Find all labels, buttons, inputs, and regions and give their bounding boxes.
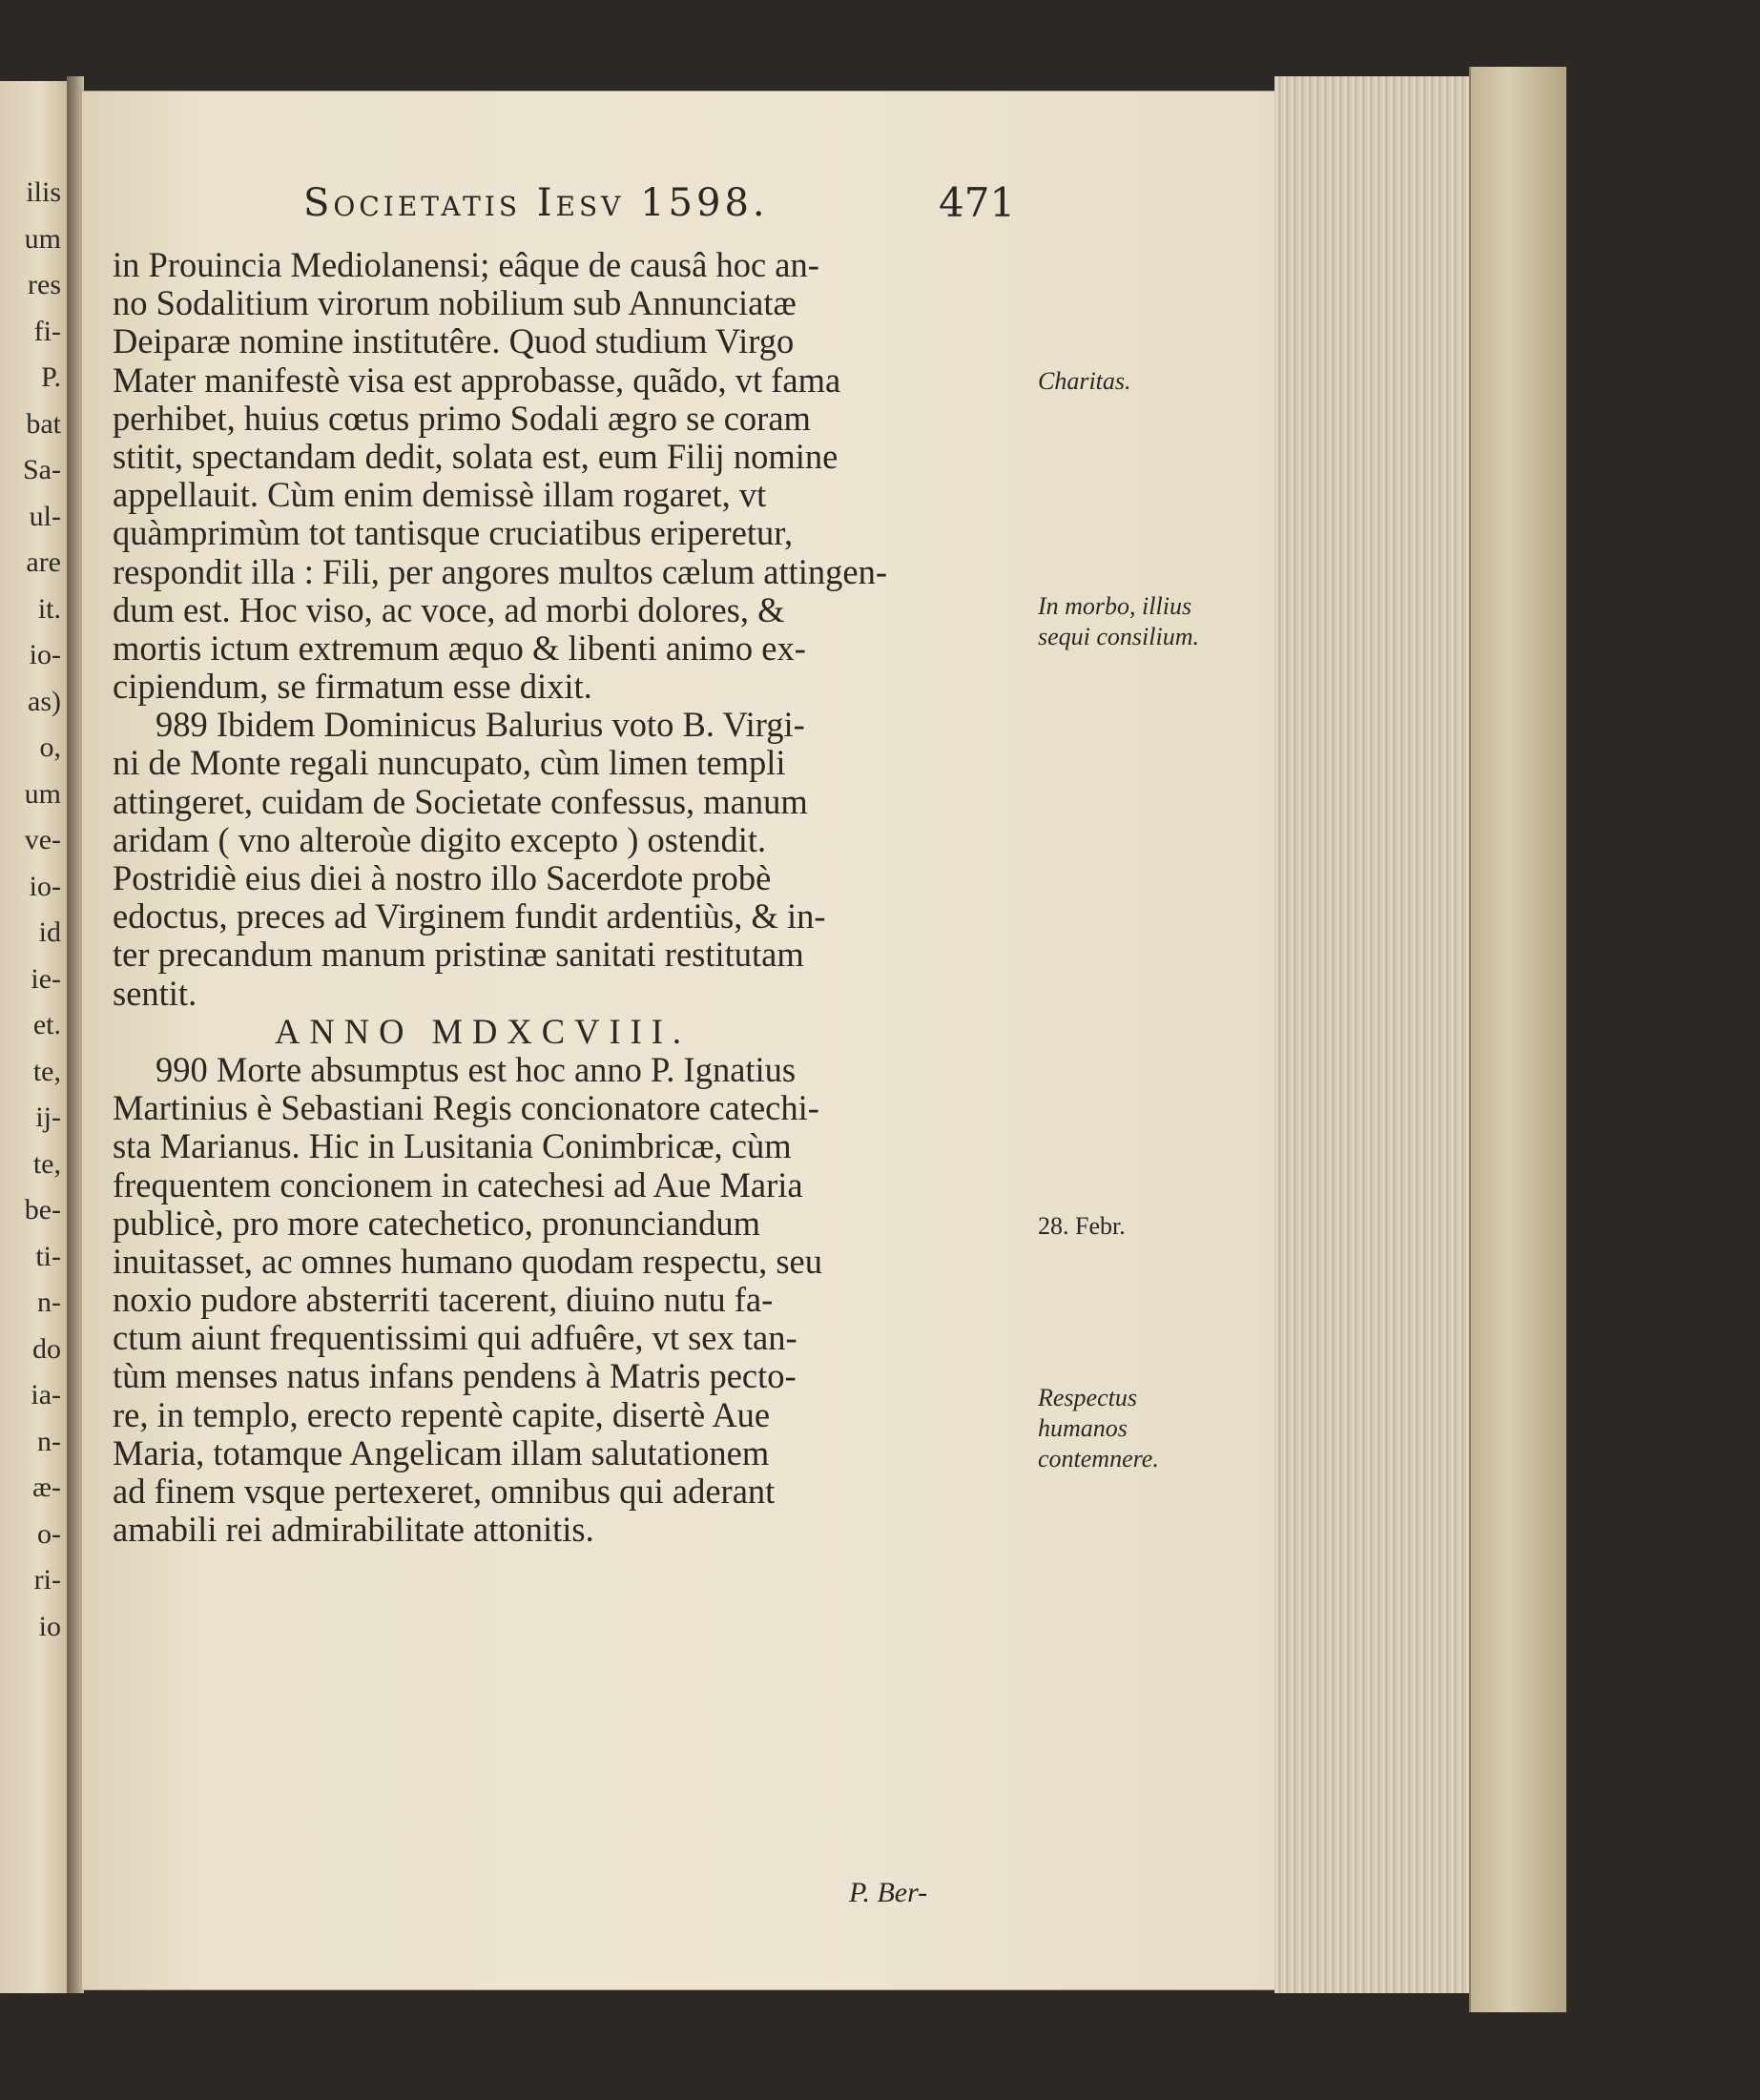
- text-line: ANNO MDXCVIII.: [275, 1012, 692, 1051]
- text-line: Mater manifestè visa est approbasse, quãdo, vt fama: [113, 360, 841, 400]
- text-line: perhibet, huius cœtus primo Sodali ægro se coram: [113, 399, 811, 438]
- text-line: publicè, pro more catechetico, pronunciandum: [113, 1204, 761, 1243]
- left-page-fragment: æ-: [32, 1472, 61, 1503]
- text-line: Maria, totamque Angelicam illam salutationem: [113, 1433, 770, 1472]
- main-text-block: [113, 246, 1028, 1549]
- text-line: tùm menses natus infans pendens à Matris pecto-: [113, 1357, 797, 1396]
- running-head: Societatis Iesv 1598.: [303, 181, 769, 225]
- left-page-fragment: ie-: [31, 962, 61, 995]
- left-page-fragment: be-: [24, 1194, 61, 1225]
- text-line: aridam ( vno alteroùe digito excepto ) ostendit.: [113, 820, 767, 859]
- text-line: 989 Ibidem Dominicus Balurius voto B. Virgi-: [155, 706, 805, 745]
- left-page-fragment: io: [38, 1610, 61, 1642]
- left-page-fragment: P.: [41, 361, 61, 393]
- left-page-fragment: ri-: [33, 1564, 61, 1596]
- margin-note-respectus: Respectus humanos contemnere.: [1038, 1384, 1159, 1472]
- margin-note-in-morbo: In morbo, illius sequi consilium.: [1038, 592, 1199, 650]
- left-page-fragment: ti-: [35, 1240, 61, 1272]
- text-line: Martinius è Sebastiani Regis concionatore catechi-: [113, 1089, 819, 1128]
- text-line: inuitasset, ac omnes humano quodam respectu, seu: [113, 1242, 823, 1281]
- text-line: edoctus, preces ad Virginem fundit ardentiùs, & in-: [113, 897, 826, 937]
- text-line: re, in templo, erecto repentè capite, disertè Aue: [113, 1395, 771, 1434]
- margin-note-date: 28. Febr.: [1038, 1212, 1126, 1240]
- left-page-fragment: n-: [37, 1287, 61, 1318]
- text-line: mortis ictum extremum æquo & libenti animo ex-: [113, 628, 806, 668]
- book-cover-edge: [1469, 67, 1566, 2012]
- text-line: attingeret, cuidam de Societate confessus, manum: [113, 782, 808, 821]
- text-line: Postridiè eius diei à nostro illo Sacerdote probè: [113, 859, 772, 897]
- left-page-fragment: et.: [32, 1009, 61, 1040]
- text-line: quàmprimùm tot tantisque cruciatibus eriperetur,: [113, 514, 794, 553]
- text-line: Deiparæ nomine institutêre. Quod studium Virgo: [113, 322, 795, 361]
- left-page-fragment: um: [24, 222, 61, 255]
- text-line: ctum aiunt frequentissimi qui adfuêre, vt sex tan-: [113, 1319, 797, 1358]
- left-page-fragment: te,: [32, 1055, 61, 1087]
- catchword: P. Ber-: [849, 1877, 928, 1908]
- left-page-fragment: it.: [37, 592, 61, 625]
- text-line: sentit.: [113, 974, 197, 1013]
- left-page-fragment: io-: [29, 870, 61, 902]
- text-line: noxio pudore absterriti tacerent, diuino nutu fa-: [113, 1281, 774, 1320]
- left-page-fragment: ia-: [31, 1379, 61, 1410]
- left-facing-page: [0, 81, 69, 1993]
- text-line: frequentem concionem in catechesi ad Aue Maria: [113, 1165, 803, 1204]
- left-page-fragment: um: [24, 777, 61, 810]
- text-line: ter precandum manum pristinæ sanitati restitutam: [113, 936, 804, 975]
- text-line: cipiendum, se firmatum esse dixit.: [113, 668, 592, 707]
- left-page-fragment: te,: [32, 1147, 61, 1180]
- left-page-fragment: res: [28, 269, 61, 300]
- page-number: 471: [939, 179, 1016, 226]
- left-page-fragment: o-: [37, 1517, 61, 1550]
- left-page-fragment: Sa-: [23, 454, 61, 485]
- left-page-fragment: bat: [26, 407, 61, 440]
- left-page-fragment: io-: [29, 639, 61, 670]
- left-page-fragment: ul-: [29, 500, 61, 532]
- left-page-fragment: n-: [37, 1425, 61, 1457]
- text-line: ad finem vsque pertexeret, omnibus qui aderant: [113, 1472, 776, 1511]
- left-page-fragment: o,: [39, 731, 61, 763]
- left-page-fragment: ve-: [24, 824, 61, 855]
- text-line: appellauit. Cùm enim demissè illam rogaret, vt: [113, 476, 767, 515]
- text-line: sta Marianus. Hic in Lusitania Conimbricæ, cùm: [113, 1127, 792, 1166]
- text-line: 990 Morte absumptus est hoc anno P. Ignatius: [155, 1050, 797, 1089]
- text-line: respondit illa : Fili, per angores multos cælum attingen-: [113, 552, 888, 591]
- text-line: in Prouincia Mediolanensi; eâque de causâ hoc an-: [113, 246, 819, 284]
- left-page-fragment: are: [26, 546, 61, 578]
- left-page-fragment: do: [32, 1332, 61, 1365]
- text-line: amabili rei admirabilitate attonitis.: [113, 1511, 594, 1550]
- text-line: dum est. Hoc viso, ac voce, ad morbi dolores, &: [113, 590, 785, 629]
- left-page-fragment: fi-: [33, 315, 61, 347]
- left-page-fragment: as): [28, 685, 61, 717]
- text-line: no Sodalitium virorum nobilium sub Annunciatæ: [113, 284, 797, 323]
- margin-note-charitas: Charitas.: [1038, 367, 1131, 395]
- left-page-fragment: ilis: [26, 176, 61, 208]
- text-line: ni de Monte regali nuncupato, cùm limen templi: [113, 744, 786, 783]
- text-line: stitit, spectandam dedit, solata est, eum Filij nomine: [113, 437, 839, 476]
- left-page-fragment: id: [38, 916, 61, 948]
- left-page-fragment: ij-: [35, 1101, 61, 1133]
